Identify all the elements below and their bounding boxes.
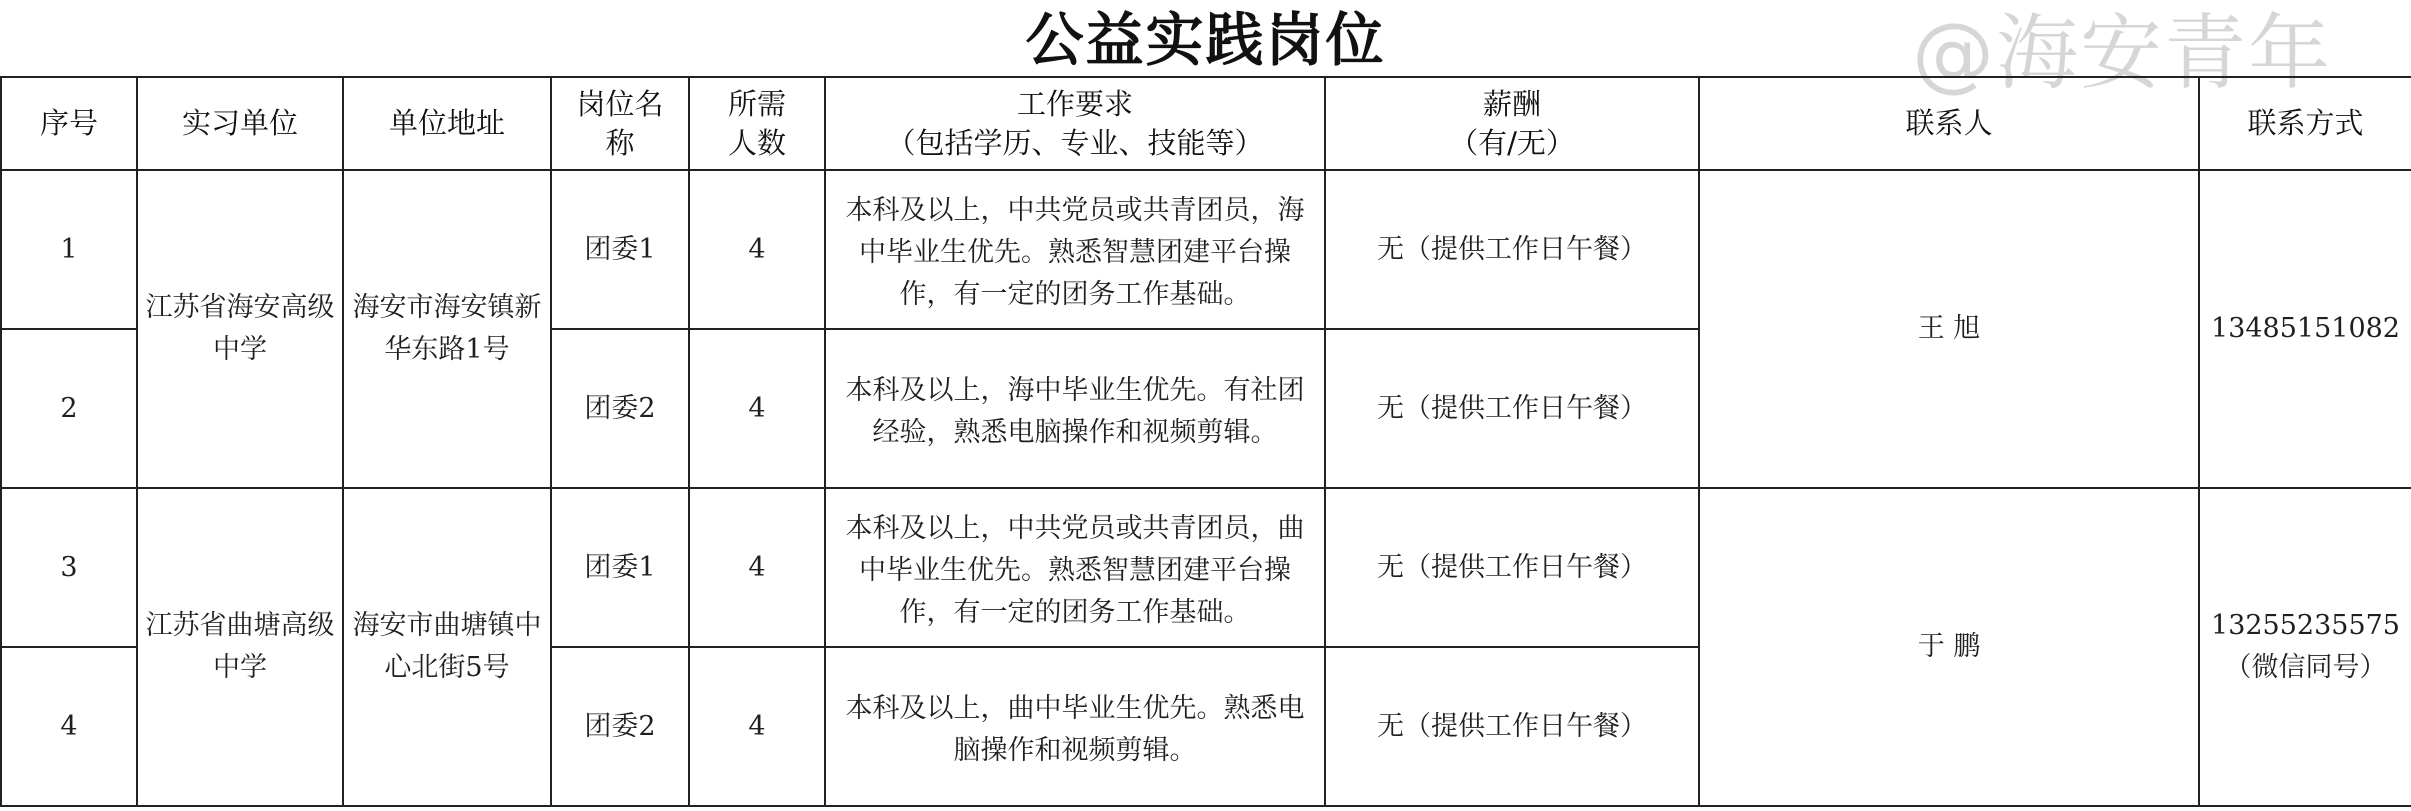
table-row [1,170,2411,329]
header-post: 岗位名 称 [551,77,689,170]
post-cell: 团委2 [551,329,689,488]
count-cell: 4 [689,329,825,488]
pay-cell: 无（提供工作日午餐） [1325,488,1699,647]
header-phone: 联系方式 [2199,77,2411,170]
phone-cell: 13485151082 [2199,170,2411,488]
seq-cell: 3 [1,488,137,647]
requirement-cell: 本科及以上，中共党员或共青团员，曲中毕业生优先。熟悉智慧团建平台操作，有一定的团务工作基础。 [825,488,1325,647]
post-cell: 团委1 [551,488,689,647]
count-cell: 4 [689,170,825,329]
pay-cell: 无（提供工作日午餐） [1325,329,1699,488]
unit-cell: 江苏省曲塘高级中学 [137,488,343,806]
page-title: 公益实践岗位 [1025,6,1386,74]
post-cell: 团委2 [551,647,689,806]
table-row [1,488,2411,647]
requirement-cell: 本科及以上，中共党员或共青团员，海中毕业生优先。熟悉智慧团建平台操作，有一定的团务工作基础。 [825,170,1325,329]
address-cell: 海安市曲塘镇中心北街5号 [343,488,551,806]
header-address: 单位地址 [343,77,551,170]
header-requirement: 工作要求 （包括学历、专业、技能等） [825,77,1325,170]
seq-cell: 2 [1,329,137,488]
address-cell: 海安市海安镇新华东路1号 [343,170,551,488]
positions-table [0,76,2411,807]
seq-cell: 4 [1,647,137,806]
pay-cell: 无（提供工作日午餐） [1325,647,1699,806]
header-unit: 实习单位 [137,77,343,170]
header-count: 所需 人数 [689,77,825,170]
pay-cell: 无（提供工作日午餐） [1325,170,1699,329]
count-cell: 4 [689,488,825,647]
seq-cell: 1 [1,170,137,329]
header-contact: 联系人 [1699,77,2199,170]
contact-cell: 王 旭 [1699,170,2199,488]
phone-cell: 13255235575 （微信同号） [2199,488,2411,806]
contact-cell: 于 鹏 [1699,488,2199,806]
header-seq: 序号 [1,77,137,170]
unit-cell: 江苏省海安高级中学 [137,170,343,488]
post-cell: 团委1 [551,170,689,329]
watermark: @海安青年 [1912,6,2333,101]
requirement-cell: 本科及以上，海中毕业生优先。有社团经验，熟悉电脑操作和视频剪辑。 [825,329,1325,488]
count-cell: 4 [689,647,825,806]
header-row [1,77,2411,170]
requirement-cell: 本科及以上，曲中毕业生优先。熟悉电脑操作和视频剪辑。 [825,647,1325,806]
header-pay: 薪酬 （有/无） [1325,77,1699,170]
